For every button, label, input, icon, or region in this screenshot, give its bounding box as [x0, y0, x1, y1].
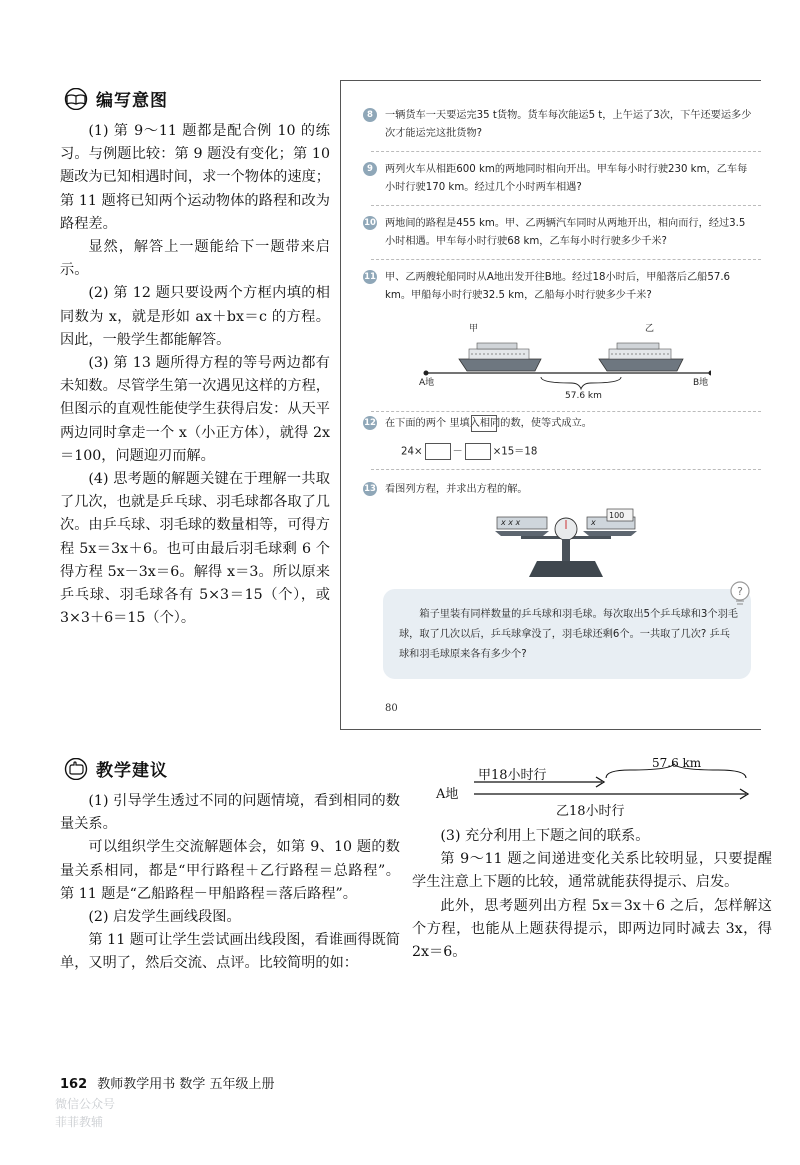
problem-9: [367, 161, 753, 197]
paragraph: (3) 第 13 题所得方程的等号两边都有未知数。尽管学生第一次遇见这样的方程，但图示的直观性能使学生获得启发：从天平两边同时拿走一个 x（小正方体），就得 2x＝100，问题迎刃而解。: [60, 355, 330, 464]
ship-yi-icon: [599, 343, 683, 371]
section-title: 编写意图: [96, 91, 168, 111]
paragraph: (4) 思考题的解题关键在于理解一共取了几次，也就是乒乓球、羽毛球都各取了几次。由乒乓球、羽毛球的数量相等，可得方程 5x＝3x＋6。也可由最后羽毛球剩 6 个得方程 5x－3x＝6。解得 x＝3。所以原来乒乓球、羽毛球各有 5×3＝15（个），或 3×3＋6＝15（个）。: [60, 471, 330, 627]
problem-8: [367, 107, 753, 143]
paragraph: (3) 充分利用上下题之间的联系。: [440, 828, 650, 844]
equation-line: [401, 443, 769, 462]
blank-box: [425, 443, 451, 460]
ship-jia-label: 甲: [469, 324, 479, 334]
diagram-start-label: A地: [436, 787, 459, 802]
right-pan-x-label: x: [591, 518, 596, 527]
watermark: [55, 1095, 115, 1131]
problem-10: [364, 215, 753, 251]
problem-11: [364, 269, 753, 305]
paragraph: (2) 启发学生画线段图。: [88, 909, 241, 926]
divider: [371, 469, 761, 470]
problem-number: 9: [363, 162, 377, 176]
open-book-icon: [62, 88, 90, 110]
think-text: 箱子里装有同样数量的乒乓球和羽毛球。每次取出5个乒乓球和3个羽毛球，取了几次以后，乒乓球拿没了，羽毛球还剩6个。一共取了几次? 乒乓球和羽毛球原来各有多少个?: [399, 609, 738, 660]
problem-number: 13: [364, 484, 376, 494]
equation-left: 24×: [401, 446, 423, 458]
blank-box: [465, 443, 491, 460]
problem-text: 看图列方程，并求出方程的解。: [385, 484, 528, 495]
paragraph: (1) 引导学生透过不同的问题情境，看到相同的数量关系。: [60, 793, 400, 833]
equation-right: ×15＝18: [492, 446, 538, 458]
paragraph: (2) 第 12 题只要设两个方框内填的相同数为 x，就是形如 ax＋bx＝c 的方程。因此，一般学生都能解答。: [60, 285, 330, 348]
problem-text: 甲、乙两艘轮船同时从A地出发开往B地。经过18小时后，甲船落后乙船57.6 km。甲船每小时行驶32.5 km，乙船每小时行驶多少千米?: [385, 272, 731, 301]
problem-13: [364, 481, 753, 499]
problem-number: 10: [364, 218, 376, 228]
right-pan-number: 100: [609, 511, 625, 520]
intent-text: [60, 120, 330, 630]
paragraph: 此外，思考题列出方程 5x＝3x＋6 之后，怎样解这个方程，也能从上题获得提示，即两边同时减去 3x，得 2x＝6。: [412, 897, 772, 961]
point-a-label: A地: [419, 378, 435, 388]
problem-text: 两地间的路程是455 km。甲、乙两辆汽车同时从两地开出，相向而行，经过3.5小时相遇。甲车每小时行驶68 km，乙车每小时行驶多少千米?: [385, 218, 746, 247]
point-b-label: B地: [693, 378, 709, 388]
svg-text:?: ?: [737, 585, 743, 598]
distance-label: 57.6 km: [565, 391, 602, 401]
problem-number: 8: [363, 108, 377, 122]
book-title: 教师教学用书 数学 五年级上册: [97, 1077, 275, 1092]
paragraph: 可以组织学生交流解题体会，如第 9、10 题的数量关系相同，都是“甲行路程＋乙行路程＝总路程”。第 11 题是“乙船路程－甲船路程＝落后路程”。: [60, 839, 400, 902]
ship-diagram: [411, 335, 711, 415]
problem-12: [364, 415, 753, 433]
left-pan-label: x x x: [501, 518, 521, 527]
problem-number: 11: [364, 272, 376, 282]
section-header-intent: [62, 86, 168, 111]
question-bulb-icon: [727, 579, 753, 607]
suggestion-text-left: [60, 790, 400, 976]
blank-box: [471, 415, 497, 432]
paragraph: 第 11 题可让学生尝试画出线段图，看谁画得既简单，又明了，然后交流、点评。比较简明的如：: [60, 932, 400, 972]
page-number: 162: [60, 1077, 88, 1092]
suggestion-text-right: [412, 825, 772, 964]
problem-text: 在下面的两个 里填入相同的数，使等式成立。: [385, 418, 592, 429]
section-title: 教学建议: [96, 761, 168, 781]
textbook-page-number: 80: [385, 703, 398, 714]
problem-text: 一辆货车一天要运完35 t货物。货车每次能运5 t，上午运了3次，下午还要运多少次才能运完这批货物?: [385, 110, 752, 139]
divider: [371, 259, 761, 260]
ship-yi-label: 乙: [645, 324, 655, 334]
watermark-line: 菲菲教辅: [55, 1115, 104, 1129]
ship-jia-icon: [459, 343, 541, 371]
page-footer: [60, 1073, 275, 1092]
think-box: [383, 589, 751, 679]
problem-text: 两列火车从相距600 km的两地同时相向开出。甲车每小时行驶230 km，乙车每小时行驶170 km。经过几个小时两车相遇?: [385, 164, 748, 193]
paragraph: (1) 第 9～11 题都是配合例 10 的练习。与例题比较：第 9 题没有变化；第 10 题改为已知相遇时间，求一个物体的速度；第 11 题将已知两个运动物体的路程和改为路程差。: [60, 123, 330, 232]
paragraph: 第 9～11 题之间递进变化关系比较明显，只要提醒学生注意上下题的比较，通常就能获得提示、启发。: [412, 851, 772, 891]
diagram-distance-label: 57.6 km: [652, 756, 702, 770]
watermark-line: 微信公众号: [55, 1097, 116, 1111]
divider: [371, 151, 761, 152]
textbook-page: [340, 80, 761, 730]
diagram-jia-label: 甲18小时行: [478, 768, 547, 783]
diagram-yi-label: 乙18小时行: [556, 804, 625, 819]
divider: [371, 411, 761, 412]
divider: [371, 205, 761, 206]
paragraph: 显然，解答上一题能给下一题带来启示。: [60, 239, 330, 279]
hand-icon: [62, 758, 90, 780]
section-header-suggestion: [62, 756, 168, 781]
equation-minus: －: [452, 446, 463, 458]
problem-number: 12: [364, 418, 376, 428]
